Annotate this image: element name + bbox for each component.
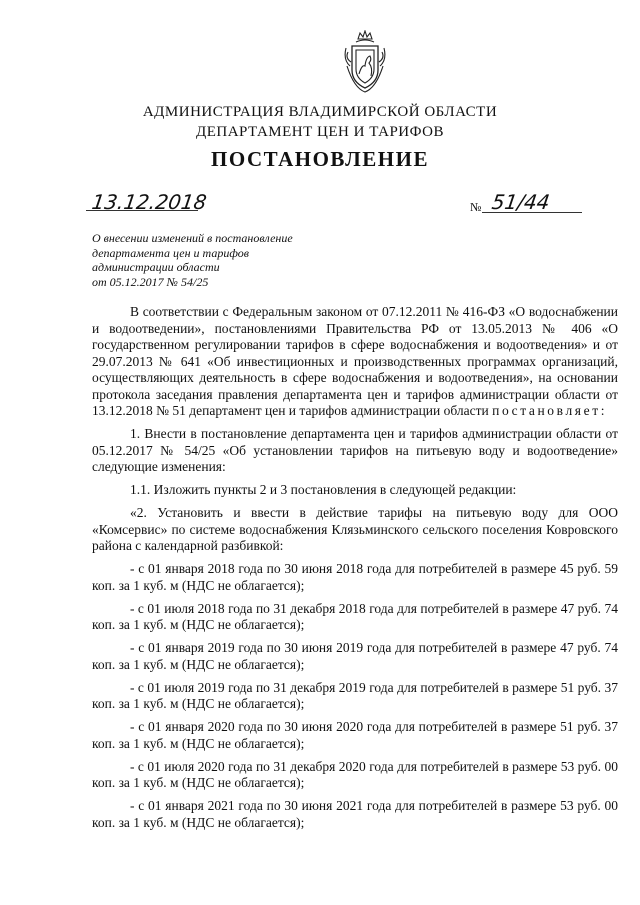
item-1-1: 1.1. Изложить пункты 2 и 3 постановления в следующей редакции: [130, 482, 517, 497]
date-underline [86, 210, 198, 211]
coat-of-arms-icon [342, 30, 388, 94]
tariff-item: - с 01 января 2018 года по 30 июня 2018 года для потребителей в размере 45 руб. 59 коп. за 1 куб. м (НДС не облагается); [92, 561, 618, 593]
org-name: АДМИНИСТРАЦИЯ ВЛАДИМИРСКОЙ ОБЛАСТИ [142, 104, 498, 120]
number-underline [482, 212, 582, 213]
number-sign: № [470, 200, 482, 214]
tariff-item: - с 01 января 2020 года по 30 июня 2020 года для потребителей в размере 51 руб. 37 коп. за 1 куб. м (НДС не облагается); [92, 719, 618, 751]
item-2: «2. Установить и ввести в действие тарифы на питьевую воду для ООО «Комсервис» по системе водоснабжения Клязьминского сельского поселения Ковровского района с календарной разбивкой: [92, 505, 618, 553]
item-1: 1. Внести в постановление департамента цен и тарифов администрации области от 05.12.2017 № 54/25 «Об установлении тарифов на питьевую воду и водоотведение» следующие изменения: [92, 426, 618, 474]
subject-line: администрации области [92, 260, 220, 274]
department-name: ДЕПАРТАМЕНТ ЦЕН И ТАРИФОВ [195, 124, 445, 140]
document-date: 13.12.2018 [90, 190, 209, 214]
intro-text: В соответствии с Федеральным законом от 07.12.2011 № 416-ФЗ «О водоснабжении и водоотведении», постановлениями Правительства РФ от 13.05.2013 № 406 «О государственном регулировании тарифов в сфере водоснабжения и водоотведения» и от 29.07.2013 № 641 «Об инвестиционных и производственных программах организаций, осуществляющих деятельность в сфере водоснабжения и водоотведения», на основании протокола заседания правления департамента цен и тарифов администрации области от 13.12.2018 № 51 департамент цен и тарифов администрации области [92, 304, 618, 418]
tariff-item: - с 01 июля 2018 года по 31 декабря 2018 года для потребителей в размере 47 руб. 74 коп. за 1 куб. м (НДС не облагается); [92, 600, 618, 632]
document-title: ПОСТАНОВЛЕНИЕ [211, 147, 429, 171]
tariff-item: - с 01 июля 2019 года по 31 декабря 2019 года для потребителей в размере 51 руб. 37 коп. за 1 куб. м (НДС не облагается); [92, 679, 618, 711]
tariff-item: - с 01 июля 2020 года по 31 декабря 2020 года для потребителей в размере 53 руб. 00 коп. за 1 куб. м (НДС не облагается); [92, 758, 618, 790]
document-body [92, 304, 618, 838]
subject-line: от 05.12.2017 № 54/25 [92, 274, 209, 289]
subject-line: департамента цен и тарифов [92, 245, 249, 260]
tariff-item: - с 01 января 2021 года по 30 июня 2021 года для потребителей в размере 53 руб. 00 коп. за 1 куб. м (НДС не облагается); [92, 798, 618, 830]
subject-block [92, 231, 352, 289]
subject-line: О внесении изменений в постановление [92, 231, 293, 245]
tariff-item: - с 01 января 2019 года по 30 июня 2019 года для потребителей в размере 47 руб. 74 коп. за 1 куб. м (НДС не облагается); [92, 640, 618, 672]
document-number: 51/44 [490, 190, 552, 214]
intro-paragraph [92, 304, 618, 420]
resolution-verb: постановляет: [492, 403, 608, 418]
